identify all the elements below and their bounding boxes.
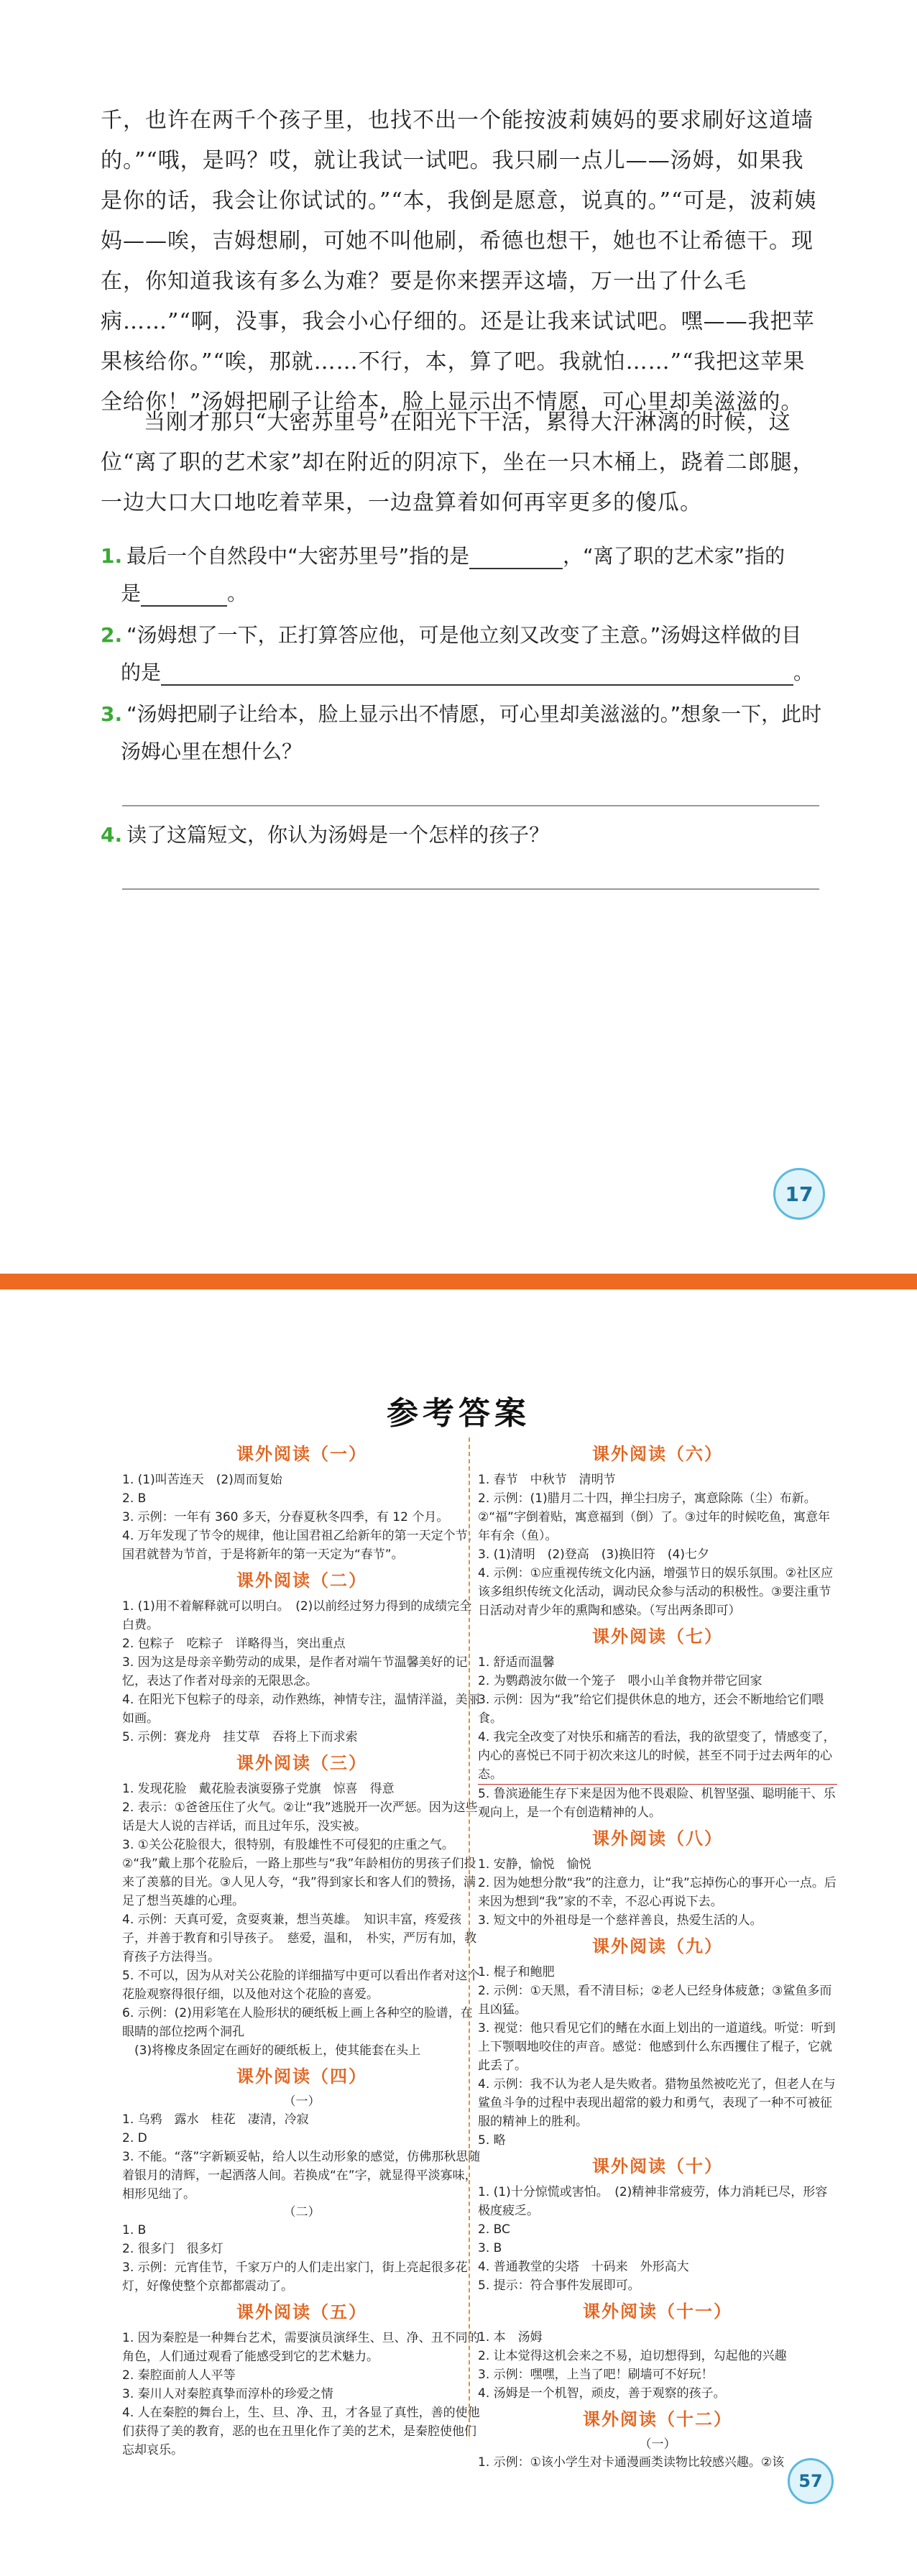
- answer-line-text: 2. 示例：(1)腊月二十四，掸尘扫房子，寓意除陈（尘）布新。②“福”字倒着贴，寓意福到（倒）了。③过年的时候吃鱼，寓意年年有余（鱼）。: [478, 1491, 831, 1543]
- question-number: 2.: [101, 623, 123, 647]
- answer-line-text: 4. 汤姆是一个机智，顽皮，善于观察的孩子。: [478, 2386, 726, 2401]
- page-number-badge: [773, 1168, 825, 1220]
- answer-line-text: 4. 万年发现了节令的规律，他让国君祖乙给新年的第一天定个节，国君就替为节首，于是将新年的第一天定为“春节”。: [122, 1529, 480, 1562]
- answer-section-heading: 课外阅读（九）: [592, 1936, 723, 1956]
- answer-line-text: 3. 视觉：他只看见它们的鳍在水面上划出的一道道线。听觉：听到上下颚咽地咬住的声音。感觉：他感到什么东西攫住了棍子，它就此丢了。: [478, 2021, 836, 2073]
- answer-line-text: 4. 人在秦腔的舞台上，生、旦、净、丑，才各显了真性，善的使他们获得了美的教育，恶的也在丑里化作了美的艺术，是秦腔使他们忘却哀乐。: [122, 2406, 480, 2457]
- answer-line-text: 4. 示例：天真可爱，贪耍爽兼，想当英雄。 知识丰富，疼爱孩子，并善于教育和引导孩子。 慈爱，温和， 朴实，严厉有加，教育孩子方法得当。: [122, 1913, 476, 1964]
- answer-line-text: 1. B: [122, 2223, 147, 2237]
- answer-line-text: 5. 提示：符合事件发展即可。: [478, 2278, 640, 2293]
- answer-line-text: 3. 因为这是母亲辛勤劳动的成果，是作者对端午节温馨美好的记忆，表达了作者对母亲的无限思念。: [122, 1655, 468, 1688]
- question-text: “汤姆想了一下，正打算答应他，可是他立刻又改变了主意。”汤姆这样做的目: [126, 623, 802, 647]
- answer-line-text: 3. 示例：因为“我”给它们提供休息的地方，还会不断地给它们喂食。: [478, 1693, 824, 1726]
- question-text: 是: [121, 581, 142, 605]
- question-4: [101, 819, 549, 848]
- question-text: ，“离了职的艺术家”指的: [563, 544, 785, 568]
- answer-line-text: 5. 不可以，因为从对关公花脸的详细描写中更可以看出作者对这个花脸观察得很仔细，以及他对这个花脸的喜爱。: [122, 1969, 480, 2002]
- question-text: 。: [227, 581, 248, 605]
- answer-line-text: 5. 略: [478, 2133, 506, 2148]
- answer-blank[interactable]: [141, 605, 227, 607]
- answer-section-heading: 课外阅读（四）: [236, 2066, 367, 2087]
- question-2-cont: [121, 657, 814, 686]
- answer-line-text: 1. 本 汤姆: [478, 2330, 543, 2345]
- answer-line-text: 5. 鲁滨逊能生存下来是因为他不畏艰险、机智坚强、聪明能干、乐观向上，是一个有创造精神的人。: [478, 1787, 836, 1820]
- question-3-cont: 汤姆心里在想什么？: [121, 740, 303, 763]
- page-number: 57: [798, 2471, 823, 2491]
- answer-line-text: 1. 发现花脸 戴花脸表演耍猕子党旗 惊喜 得意: [122, 1782, 395, 1796]
- story-page: [0, 0, 917, 1272]
- answer-section-heading: 课外阅读（七）: [592, 1627, 723, 1647]
- question-number: 1.: [101, 544, 123, 568]
- page-separator: [0, 1274, 917, 1289]
- question-3: [101, 699, 821, 727]
- answer-line-text: 2. B: [122, 1491, 147, 1506]
- answer-section-heading: 课外阅读（十）: [592, 2156, 723, 2176]
- answer-line-text: 2. 为鹦鹉波尔做一个笼子 喂小山羊食物并带它回家: [478, 1674, 762, 1688]
- answer-line-text: 4. 在阳光下包粽子的母亲，动作熟练，神情专注，温情洋溢，美丽如画。: [122, 1693, 480, 1726]
- answer-line[interactable]: [122, 805, 819, 806]
- answer-section-heading: 课外阅读（三）: [236, 1753, 367, 1773]
- answer-section-heading: 课外阅读（八）: [592, 1828, 723, 1849]
- answer-line-text: 2. 很多门 很多灯: [122, 2242, 224, 2256]
- answer-section-heading: 课外阅读（二）: [236, 1570, 367, 1591]
- answer-line-text: 4. 示例：我不认为老人是失败者。猎物虽然被吃光了，但老人在与鲨鱼斗争的过程中表现出超常的毅力和勇气，表现了一种不可被征服的精神上的胜利。: [478, 2077, 836, 2129]
- answer-line-text: 2. 因为她想分散“我”的注意力，让“我”忘掉伤心的事开心一点。后来因为想到“我”家的不幸，不忍心再说下去。: [478, 1876, 837, 1909]
- answer-line-text: 3. 示例：一年有 360 多天，分春夏秋冬四季，有 12 个月。: [122, 1510, 449, 1524]
- page-number-badge: [788, 2458, 834, 2504]
- question-text: 的是: [121, 661, 162, 684]
- answer-section-heading: 课外阅读（十二）: [583, 2409, 732, 2429]
- answer-line-text: 1. 示例：①该小学生对卡通漫画类读物比较感兴趣。②该: [478, 2455, 785, 2470]
- answer-line-text: 2. 包粽子 吃粽子 详略得当，突出重点: [122, 1637, 346, 1651]
- story-paragraph-1: 千，也许在两千个孩子里，也找不出一个能按波莉姨妈的要求刷好这道墙的。”“哦，是吗？哎，就让我试一试吧。我只刷一点儿——汤姆，如果我是你的话，我会让你试试的。”“本，我倒是愿意，说真的。”“可是，波莉姨妈——唉，吉姆想刷，可她不叫他刷，希德也想干，她也不让希德干。现在，你知道我该有多么为难？要是你来摆弄这墙，万一出了什么毛病……”“啊，没事，我会小心仔细的。还是让我来试试吧。嘿——我把苹果核给你。”“唉，那就……不行，本，算了吧。我就怕……”“我把这苹果全给你！”汤姆把刷子让给本，脸上显示出不情愿，可心里却美滋滋的。: [101, 108, 817, 415]
- answer-line-text: 2. 秦腔面前人人平等: [122, 2368, 236, 2383]
- answer-line-text: 3. B: [478, 2241, 502, 2255]
- question-text: 。: [793, 661, 814, 684]
- answer-line-text: 1. (1)十分惊慌或害怕。 (2)精神非常疲劳，体力消耗已尽，形容极度疲乏。: [478, 2185, 828, 2218]
- answer-section-heading: 课外阅读（十一）: [583, 2301, 732, 2322]
- answer-line-text: 2. 示例：①天黑，看不清目标；②老人已经身体疲惫；③鲨鱼多而且凶猛。: [478, 1984, 832, 2017]
- answer-subsection-label: （二）: [283, 2205, 321, 2220]
- page-number: 17: [785, 1182, 814, 1206]
- question-text: 最后一个自然段中“大密苏里号”指的是: [126, 544, 470, 568]
- answer-line-text: 4. 示例：①应重视传统文化内涵，增强节日的娱乐氛围。②社区应该多组织传统文化活动，调动民众参与活动的积极性。③要注重节日活动对青少年的熏陶和感染。（写出两条即可）: [478, 1566, 834, 1618]
- answer-line-text: 1. 春节 中秋节 清明节: [478, 1473, 616, 1487]
- answer-subsection-label: （一）: [639, 2437, 676, 2452]
- answer-line-text: 2. D: [122, 2131, 147, 2145]
- answer-line-text: 3. ①关公花脸很大，很特别，有股雄性不可侵犯的庄重之气。②“我”戴上那个花脸后，一路上那些与“我”年龄相仿的男孩子们投来了羡慕的目光。③人见人夸，“我”得到家长和客人们的赞扬，满足了想当英雄的心理。: [122, 1838, 476, 1908]
- answer-line-text: 1. (1)叫苦连天 (2)周而复始: [122, 1473, 282, 1487]
- answer-blank[interactable]: [469, 568, 563, 569]
- answer-line-text: 4. 我完全改变了对快乐和痛苦的看法，我的欲望变了，情感变了，内心的喜悦已不同于初次来这儿的时候，甚至不同于过去两年的心态。: [478, 1728, 837, 1785]
- story-paragraph-2: 当刚才那只“大密苏里号”在阳光下干活，累得大汗淋漓的时候，这位“离了职的艺术家”却在附近的阴凉下，坐在一只木桶上，跷着二郎腿，一边大口大口地吃着苹果，一边盘算着如何再宰更多的傻瓜。: [101, 410, 815, 515]
- answers-right-column: [478, 1438, 837, 2472]
- answer-line-text: 3. 不能。“落”字新颖妥帖，给人以生动形象的感觉，仿佛那秋思随着银月的清辉，一起洒落人间。若换成“在”字，就显得平淡寡味，相形见绌了。: [122, 2150, 481, 2202]
- answer-line-text: 3. 示例：嘿嘿，上当了吧！刷墙可不好玩！: [478, 2368, 714, 2382]
- answer-line-text: 5. 示例：赛龙舟 挂艾草 吞将上下而求索: [122, 1730, 358, 1744]
- answer-line-text: 3. (1)清明 (2)登高 (3)换旧符 (4)七夕: [478, 1547, 709, 1562]
- answer-line-text: 1. 因为秦腔是一种舞台艺术，需要演员演绎生、旦、净、丑不同的角色，人们通过观看了能感受到它的艺术魅力。: [122, 2331, 480, 2364]
- answer-line-text: 1. 乌鸦 露水 桂花 凄清，冷寂: [122, 2112, 309, 2127]
- answer-line-text: 1. (1)用不着解释就可以明白。 (2)以前经过努力得到的成绩完全白费。: [122, 1599, 472, 1632]
- answer-line-text: 1. 舒适而温馨: [478, 1655, 555, 1670]
- answer-section-heading: 课外阅读（一）: [236, 1444, 367, 1464]
- answer-line-text: 3. 示例：元宵佳节，千家万户的人们走出家门，街上亮起很多花灯，好像使整个京都都震动了。: [122, 2260, 468, 2294]
- answers-title: 参考答案: [387, 1395, 530, 1432]
- question-text: 读了这篇短文，你认为汤姆是一个怎样的孩子？: [126, 823, 550, 847]
- answer-section-heading: 课外阅读（五）: [236, 2302, 367, 2322]
- question-1: [101, 540, 785, 569]
- answer-section-heading: 课外阅读（六）: [592, 1444, 723, 1464]
- column-divider: [469, 1438, 470, 2437]
- answer-line-text: 3. 短文中的外祖母是一个慈祥善良，热爱生活的人。: [478, 1913, 762, 1928]
- question-number: 3.: [101, 702, 123, 726]
- answer-line-text: 2. 让本觉得这机会来之不易，迫切想得到，勾起他的兴趣: [478, 2349, 787, 2363]
- answer-line-text: 1. 安静，愉悦 愉悦: [478, 1857, 591, 1872]
- answer-blank[interactable]: [161, 684, 793, 686]
- answer-line-text: 3. 秦川人对秦腔真挚而淳朴的珍爱之情: [122, 2387, 333, 2401]
- question-2: [101, 620, 801, 648]
- answer-subsection-label: （一）: [283, 2094, 321, 2109]
- answer-line-text: 1. 棍子和鲍肥: [478, 1965, 555, 1979]
- answer-line-text: (3)将橡皮条固定在画好的硬纸板上，使其能套在头上: [122, 2043, 421, 2058]
- answers-left-column: [122, 1438, 481, 2460]
- answer-line-text: 2. BC: [478, 2222, 510, 2237]
- answer-line[interactable]: [122, 888, 819, 890]
- answer-line-text: 4. 普通教堂的尖塔 十码来 外形高大: [478, 2260, 689, 2274]
- question-1-cont: [121, 578, 247, 607]
- question-number: 4.: [101, 823, 123, 847]
- answer-line-text: 2. 表示：①爸爸压住了火气。②让“我”逃脱开一次严惩。因为这些话是大人说的吉祥话，而且过年乐，没实被。: [122, 1800, 478, 1834]
- answer-line-text: 6. 示例：(2)用彩笔在人脸形状的硬纸板上画上各种空的脸谱，在眼睛的部位挖两个洞孔: [122, 2006, 473, 2039]
- question-text: “汤姆把刷子让给本，脸上显示出不情愿，可心里却美滋滋的。”想象一下，此时: [126, 702, 822, 726]
